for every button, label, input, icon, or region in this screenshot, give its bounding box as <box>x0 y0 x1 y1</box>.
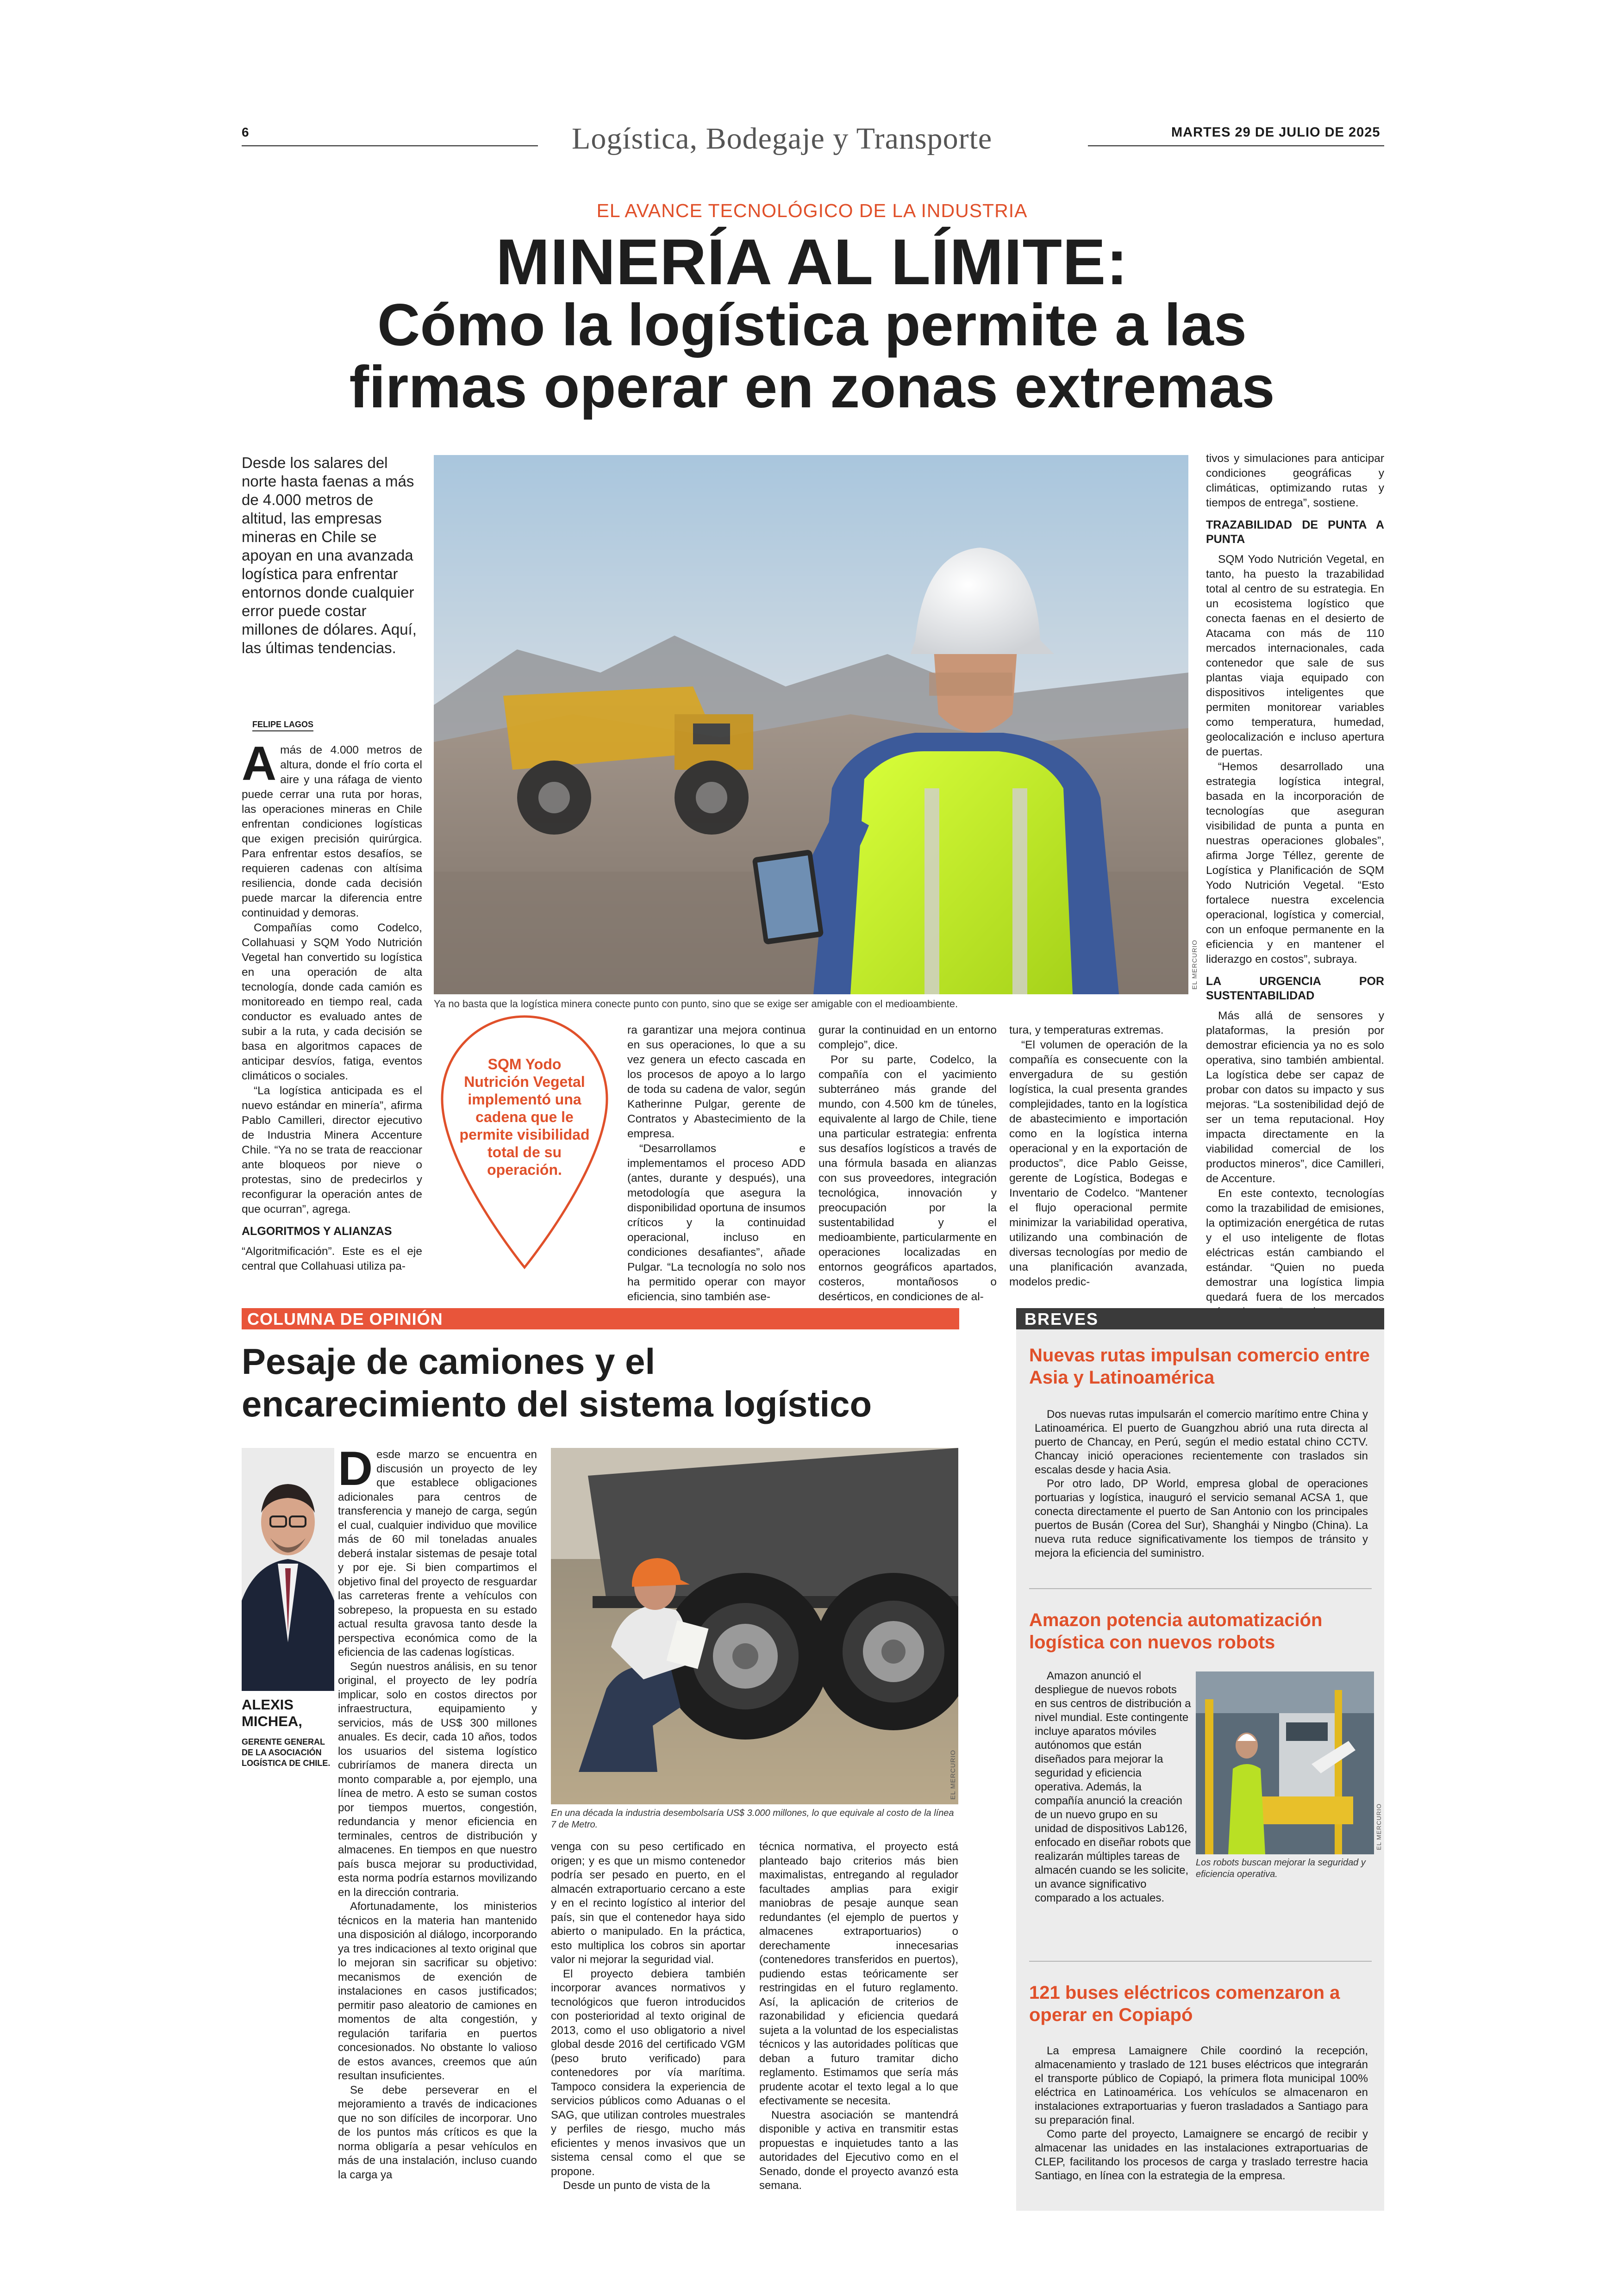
opinion-col2-p2: El proyecto debiera también incorporar avances normativos y tecnológicos que fueron introducidos con posterioridad al texto original de 2013, como el uso obligatorio a nivel global desde 2016 del certificado VGM (peso bruto verificado) para contenedores por vía marítima. Tampoco considera la experiencia de servicios públicos como Aduanas o el SAG, que utilizan controles muestrales y perfiles de riesgo, mucho más eficientes y menos invasivos que un sistema censal como el que se propone. <box>551 1967 745 2178</box>
header-rule-left <box>242 145 538 146</box>
opinion-col3-p1: técnica normativa, el proyecto está planteado bajo criterios más bien maximalistas, entregando al regulador facultades amplias para exigir maniobras de pesaje aunque sean redundantes (el ejemplo de puertos y almacenes extraportuarios) o derechamente innecesarias (contenedores transferidos en puertos), pudiendo estas teóricamente ser restringidas en el futuro reglamento. Así, la aplicación de criterios de razonabilidad y eficiencia quedará sujeta a la voluntad de los especialistas técnicos y las autoridades políticas que deban a futuro tramitar dicho reglamento. Estimamos que sería más prudente acotar el texto legal a lo que efectivamente se necesita. <box>759 1840 958 2107</box>
lead-paragraph: Desde los salares del norte hasta faenas a más de 4.000 metros de altitud, las empresas mineras en Chile se apoyan en una avanzada logística para enfrentar entornos donde cualquier error puede costar millones de dólares. Aquí, las últimas tendencias. <box>242 454 417 656</box>
main-column-6 <box>1206 451 1384 1320</box>
breves-panel <box>1016 1308 1384 2211</box>
opinion-title-line-1: Pesaje de camiones y el <box>242 1341 656 1382</box>
brief-3-p1: La empresa Lamaignere Chile coordinó la recepción, almacenamiento y traslado de 121 buses eléctricos que integrarán el transporte público de Copiapó, la primera flota municipal 100% eléctrica en Latinoamérica. Los vehículos se almacenaron en instalaciones extraportuarias y fueron trasladados a Santiago para su preparación final. <box>1035 2045 1368 2127</box>
opinion-col1-p2: Según nuestros análisis, en su tenor original, el proyecto de ley podría implicar, solo en costos directos por infraestructura, equipamiento y servicios, más de US$ 300 millones anuales. Es decir, cada 10 años, todos los usuarios del sistema logístico cubriríamos de manera directa un monto comparable a, por ejemplo, una línea de metro. A esto se suman costos por tiempos muertos, congestión, redundancia y menor eficiencia en terminales, centros de distribución y almacenes. En tiempos en que nuestro país busca mejorar su productividad, esta norma podría estarnos movilizando en la dirección contraria. <box>338 1660 537 1899</box>
robots-photo-caption: Los robots buscan mejorar la seguridad y eficiencia operativa. <box>1196 1858 1366 1879</box>
opinion-drop-cap: D <box>338 1442 373 1496</box>
mining-photo-caption: Ya no basta que la logística minera conecte punto con punto, sino que se exige ser amigable con el medioambiente. <box>434 998 958 1010</box>
brief-3-title: 121 buses eléctricos comenzaron a operar en Copiapó <box>1029 1983 1340 2025</box>
opinion-col1-p4: Se debe perseverar en el mejoramiento a través de indicaciones que no son difíciles de incorporar. Uno de los puntos más críticos es que la norma obligaría a pesar vehículos en más de una instalación, incluso cuando la carga ya <box>338 2083 537 2181</box>
brief-1-body <box>1035 1408 1368 1560</box>
subhead-sustentabilidad: LA URGENCIA POR SUSTENTABILIDAD <box>1206 975 1384 1002</box>
main-col4-p1: gurar la continuidad en un entorno complejo”, dice. <box>818 1024 997 1051</box>
truck-inspection-image <box>551 1448 958 1804</box>
brief-divider-1 <box>1029 1588 1372 1589</box>
main-col1-p3: “La logística anticipada es el nuevo estándar en minería”, afirma Pablo Camilleri, director ejecutivo de Industria Minera Accenture Chile. “Ya no se trata de reaccionar ante bloqueos por nieve o protestas, sino de predecirlos y reconfigurar la operación antes de que ocurran”, agrega. <box>242 1085 422 1216</box>
author-role: GERENTE GENERAL DE LA ASOCIACIÓN LOGÍSTICA DE CHILE. <box>242 1737 331 1768</box>
robots-photo <box>1196 1671 1374 1854</box>
brief-2-body <box>1035 1669 1192 1905</box>
robots-photo-image <box>1196 1671 1374 1854</box>
truck-inspection-photo <box>551 1448 958 1804</box>
headline-line-2: Cómo la logística permite a las <box>377 292 1247 358</box>
main-col6-p1: SQM Yodo Nutrición Vegetal, en tanto, ha puesto la trazabilidad total al centro de su estrategia. En un ecosistema logístico que conecta faenas en el desierto de Atacama con más de 110 mercados internacionales, cada contenedor que sale de sus plantas viaja equipado con dispositivos inteligentes que permiten monitorear variables como temperatura, humedad, geolocalización e incluso apertura de puertas. <box>1206 553 1384 758</box>
page-number: 6 <box>242 125 249 139</box>
main-col3-p1: ra garantizar una mejora continua en sus operaciones, lo que a su vez genera un efecto cascada en los procesos de apoyo a lo largo de toda su cadena de valor, según Katherinne Pulgar, gerente de Contratos y Abastecimiento de la empresa. <box>627 1024 806 1140</box>
brief-2-p1: Amazon anunció el despliegue de nuevos robots en sus centros de distribución a nivel mundial. Este contingente incluye aparatos móviles autónomos que están diseñados para mejorar la seguridad y eficiencia operativa. Además, la compañía anunció la creación de un nuevo grupo en su unidad de dispositivos Lab126, enfocado en diseñar robots que realizarán múltiples tareas de almacén cuando se les solicite, un avance significativo comparado a los actuales. <box>1035 1670 1191 1904</box>
brief-3-body <box>1035 2044 1368 2183</box>
mining-photo <box>434 455 1188 994</box>
kicker: EL AVANCE TECNOLÓGICO DE LA INDUSTRIA <box>596 200 1028 221</box>
brief-1-title: Nuevas rutas impulsan comercio entre Asia y Latinoamérica <box>1029 1345 1370 1388</box>
brief-1-p2: Por otro lado, DP World, empresa global de operaciones portuarias y logística, inauguró el servicio semanal ACSA 1, que conecta directamente el puerto de San Antonio con los principales puertos de Busán (Corea del Sur), Shanghái y Ningbo (China). La nueva ruta reduce significativamente los tiempos de tránsito y mejora la eficiencia del suministro. <box>1035 1478 1368 1559</box>
opinion-column-2 <box>551 1840 745 2193</box>
truck-photo-caption: En una década la industria desembolsaría US$ 3.000 millones, lo que equivale al costo de la línea 7 de Metro. <box>551 1808 954 1830</box>
brief-3-p2: Como parte del proyecto, Lamaignere se encargó de recibir y almacenar las unidades en las instalaciones extraportuarias de CLEP, facilitando los procesos de carga y traslado terrestre hacia Santiago, en línea con la estrategia de la empresa. <box>1035 2128 1368 2182</box>
callout-pin <box>437 1014 612 1273</box>
section-title: Logística, Bodegaje y Transporte <box>572 122 993 156</box>
opinion-col3-p2: Nuestra asociación se mantendrá disponible y activa en transmitir estas propuestas e inquietudes tanto a las autoridades del Ejecutivo como en el Senado, donde el proyecto avanzó esta semana. <box>759 2108 958 2192</box>
drop-cap: A <box>242 737 277 791</box>
main-col4-p2: Por su parte, Codelco, la compañía con el yacimiento subterráneo más grande del mundo, con 4.500 km de túneles, equivalente al largo de Chile, tiene una particular estrategia: enfrenta sus desafíos logísticos a través de una fórmula basada en alianzas con sus proveedores, integración tecnológica, innovación y preocupación por la sustentabilidad y el medioambiente, particularmente en operaciones localizadas en entornos geográficos apartados, costeros, montañosos o desérticos, en condiciones de al- <box>818 1054 997 1303</box>
breves-label-bar <box>1016 1308 1384 1329</box>
author-portrait <box>242 1448 334 1691</box>
mining-photo-image <box>434 455 1188 994</box>
opinion-label-bar <box>242 1308 959 1329</box>
opinion-title-line-2: encarecimiento del sistema logístico <box>242 1384 872 1424</box>
main-col6-p3: Más allá de sensores y plataformas, la presión por demostrar eficiencia ya no es solo operativa, sino también ambiental. La logística debe ser capaz de probar con datos su impacto y sus mejoras. “La sostenibilidad dejó de ser un tema reputacional. Hoy impacta directamente en la viabilidad comercial de los productos mineros”, dice Camilleri, de Accenture. <box>1206 1010 1384 1185</box>
author-name <box>242 1696 302 1730</box>
headline-line-1: MINERÍA AL LÍMITE: <box>495 225 1129 298</box>
main-col5-p2: “El volumen de operación de la compañía es consecuente con la envergadura de su gestión logística, la cual presenta grandes complejidades, tanto en la logística de abastecimiento e importación como en la logística interna operacional y en la exportación de productos”, dice Pablo Geisse, gerente de Logística, Bodegas e Inventario de Codelco. “Mantener el flujo operacional permite minimizar la variabilidad operativa, utilizando una combinación de diversas tecnologías por medio de una planificación avanzada, modelos predic- <box>1009 1039 1187 1288</box>
author-name-line-1: ALEXIS <box>242 1696 294 1713</box>
brief-1-p1: Dos nuevas rutas impulsarán el comercio marítimo entre China y Latinoamérica. El puerto de Guangzhou abrió una ruta directa al puerto de Chancay, en Perú, según el medio estatal chino CCTV. Chancay inició operaciones recientemente con traslados sin escalas desde y hacia Asia. <box>1035 1408 1368 1476</box>
breves-label: BREVES <box>1024 1310 1099 1328</box>
callout-text: SQM Yodo Nutrición Vegetal implementó una cadena que le permite visibilidad total de su operación. <box>459 1056 590 1178</box>
mining-photo-credit: EL MERCURIO <box>1191 940 1198 990</box>
main-column-5 <box>1009 1023 1187 1290</box>
opinion-column-1 <box>338 1442 537 2182</box>
subhead-algoritmos: ALGORITMOS Y ALIANZAS <box>242 1225 392 1238</box>
main-col5-p1: tura, y temperaturas extremas. <box>1009 1024 1164 1036</box>
robots-photo-credit: EL MERCURIO <box>1375 1803 1382 1850</box>
opinion-column-3 <box>759 1840 958 2193</box>
opinion-label: COLUMNA DE OPINIÓN <box>247 1310 443 1328</box>
main-col6-top: tivos y simulaciones para anticipar condiciones geográficas y climáticas, optimizando rutas y tiempos de entrega”, sostiene. <box>1206 452 1384 509</box>
opinion-col1-p1: esde marzo se encuentra en discusión un proyecto de ley que establece obligaciones adicionales para centros de transferencia y manejo de carga, según el cual, cualquier individuo que movilice más de 60 mil toneladas anuales deberá instalar sistemas de pesaje total y por eje. Si bien compartimos el objetivo final del proyecto de resguardar las carreteras frente a vehículos con sobrepeso, la propuesta en su estado actual resulta gravosa tanto desde la perspectiva económica como de la eficiencia de las cadenas logísticas. <box>338 1448 537 1659</box>
subhead-trazabilidad: TRAZABILIDAD DE PUNTA A PUNTA <box>1206 518 1384 546</box>
main-col1-p1: más de 4.000 metros de altura, donde el frío corta el aire y una ráfaga de viento puede cerrar una ruta por horas, las operaciones mineras en Chile enfrentan condiciones logísticas que exigen precisión quirúrgica. Para enfrentar estos desafíos, se requieren cadenas con altísima resiliencia, donde cada decisión puede marcar la diferencia entre continuidad y demoras. <box>242 744 422 919</box>
headline-line-3: firmas operar en zonas extremas <box>349 354 1275 420</box>
opinion-col1-p3: Afortunadamente, los ministerios técnicos en la materia han mantenido una disposición al diálogo, incorporando ya tres indicaciones al texto original que lo mejoran sin sacrificar su objetivo: mecanismos de exención de instalaciones en casos justificados; permitir paso aleatorio de camiones en momentos de alta congestión, y regulación tarifaria en puertos concesionados. No obstante lo valioso de estos avances, creemos que aún resultan insuficientes. <box>338 1900 537 2082</box>
issue-date: MARTES 29 DE JULIO DE 2025 <box>1171 125 1380 140</box>
opinion-col2-p3: Desde un punto de vista de la <box>563 2179 710 2192</box>
truck-photo-credit: EL MERCURIO <box>949 1750 956 1800</box>
main-col1-p2: Compañías como Codelco, Collahuasi y SQM Yodo Nutrición Vegetal han convertido su logística en una operación de alta tecnología, donde cada camión es monitoreado en tiempo real, cada conductor es evaluado antes de subir a la ruta, y cada decisión se basa en algoritmos capaces de anticipar desvíos, fatiga, eventos climáticos o sociales. <box>242 922 422 1082</box>
main-column-1 <box>242 737 422 1274</box>
main-col6-p4: En este contexto, tecnologías como la trazabilidad de emisiones, la optimización energética de rutas y el uso inteligente de flotas eléctricas están cambiando el estándar. “Quien no pueda demostrar una logística limpia quedará fuera de los mercados <box>1206 1187 1384 1303</box>
main-column-4 <box>818 1023 997 1304</box>
author-name-line-2: MICHEA, <box>242 1713 302 1729</box>
brief-divider-2 <box>1029 1961 1372 1962</box>
brief-2-title: Amazon potencia automatización logística con nuevos robots <box>1029 1610 1323 1653</box>
main-col1-p4: “Algoritmificación”. Este es el eje central que Collahuasi utiliza pa- <box>242 1245 422 1272</box>
headline <box>0 225 1624 420</box>
opinion-col2-p1: venga con su peso certificado en origen; y es que un mismo contenedor podría ser pesado en puerto, en el almacén extraportuario cercano a este y en el recinto logístico al interior del país, sin que el contenedor haya sido abierto o manipulado. En la práctica, esto multiplica los cobros sin aportar valor ni mejorar la seguridad vial. <box>551 1840 745 1966</box>
main-col6-p2: “Hemos desarrollado una estrategia logística integral, basada en la incorporación de tecnologías que aseguran visibilidad de punta a punta en nuestras operaciones globales”, afirma Jorge Téllez, gerente de Logística y Planificación de SQM Yodo Nutrición Vegetal. “Esto fortalece nuestra excelencia operacional, logística y comercial, con un enfoque permanente en la eficiencia y en mantener el liderazgo en costos”, subraya. <box>1206 761 1384 966</box>
author-avatar <box>242 1448 334 1691</box>
header-rule-right <box>1088 145 1384 146</box>
opinion-title <box>242 1340 872 1425</box>
main-column-3 <box>627 1023 806 1304</box>
main-col3-p2: “Desarrollamos e implementamos el proceso ADD (antes, durante y después), una metodología que asegura la disponibilidad oportuna de insumos críticos y la continuidad operacional, incluso en condiciones desafiantes”, añade Pulgar. “La tecnología no solo nos ha permitido operar con mayor eficiencia, sino también ase- <box>627 1142 806 1303</box>
byline: FELIPE LAGOS <box>252 720 313 731</box>
